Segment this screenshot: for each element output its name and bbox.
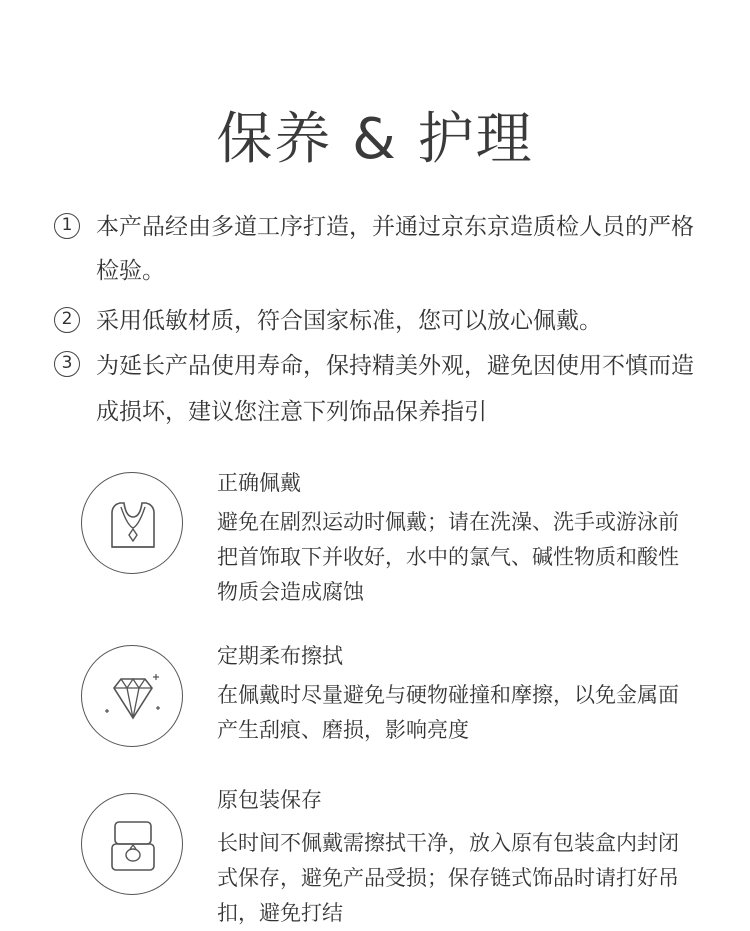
number-badge: 2 (54, 307, 80, 333)
intro-item-3 (54, 343, 704, 435)
diamond-icon (81, 645, 183, 747)
care-heading: 原包装保存 (217, 788, 322, 812)
care-text: 避免在剧烈运动时佩戴；请在洗澡、洗手或游泳前把首饰取下并收好，水中的氯气、碱性物质和酸性物质会造成腐蚀 (217, 510, 679, 604)
care-heading: 正确佩戴 (217, 471, 301, 495)
number-badge: 3 (54, 351, 80, 377)
care-heading: 定期柔布擦拭 (217, 644, 343, 668)
ring-box-icon (81, 793, 183, 895)
necklace-bust-icon (81, 472, 183, 574)
care-text: 在佩戴时尽量避免与硬物碰撞和摩擦，以免金属面产生刮痕、磨损，影响亮度 (217, 683, 679, 742)
intro-text: 本产品经由多道工序打造，并通过京东京造质检人员的严格检验。 (96, 214, 694, 284)
intro-item-1 (54, 205, 704, 293)
intro-text: 为延长产品使用寿命，保持精美外观，避免因使用不慎而造成损坏，建议您注意下列饰品保养指引 (96, 353, 694, 425)
intro-text: 采用低敏材质，符合国家标准，您可以放心佩戴。 (96, 308, 602, 334)
intro-list (54, 205, 704, 435)
intro-item-2 (54, 299, 704, 343)
number-badge: 1 (54, 213, 80, 239)
page-title: 保养 & 护理 (216, 107, 534, 172)
care-text: 长时间不佩戴需擦拭干净，放入原有包装盒内封闭式保存，避免产品受损；保存链式饰品时请打好吊扣，避免打结 (217, 831, 679, 925)
